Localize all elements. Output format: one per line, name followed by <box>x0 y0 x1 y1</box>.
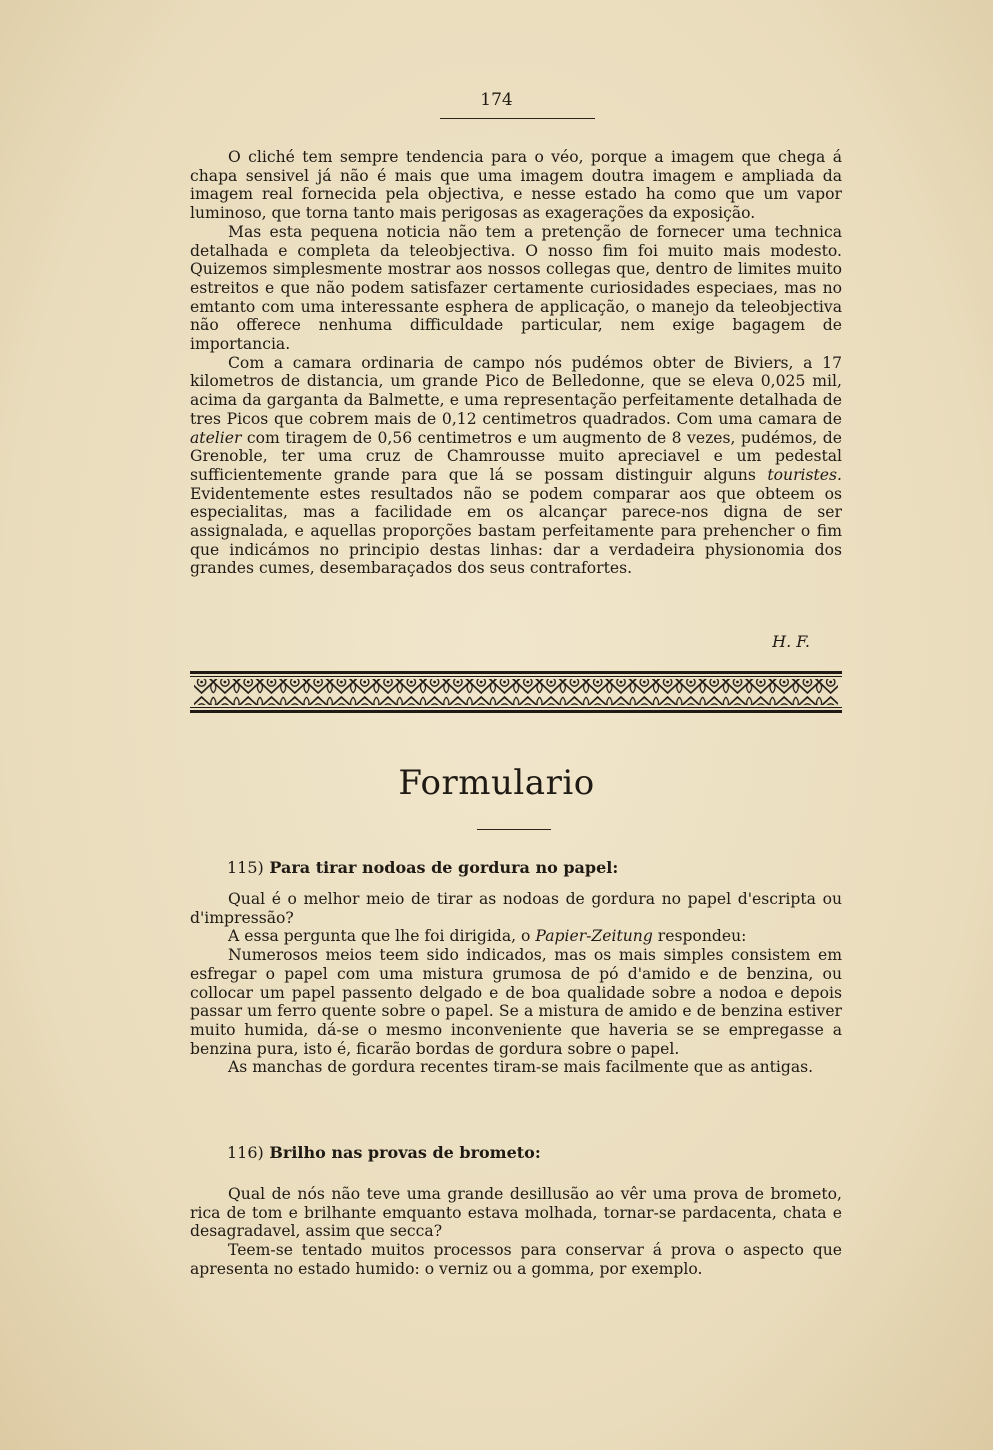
item-115-paragraph-4: As manchas de gordura recentes tiram-se mais facilmente que as antigas. <box>228 1058 814 1077</box>
item-115-paragraph-2-part-b: respondeu: <box>652 927 747 946</box>
intro-text-block <box>190 148 842 578</box>
item-115-paragraph-3: Numerosos meios teem sido indicados, mas os mais simples consistem em esfregar o papel com uma mistura grumosa de pó d'amido e de benzina, ou collocar um papel passento delgado e de boa qualidade sobre a nodoa e depois passar um ferro quente sobre o papel. Se a mistura de amido e de benzina estiver muito humida, dá-se o mesmo inconveniente que haveria se se empregasse a benzina pura, isto é, ficarão bordas de gordura sobre o papel. <box>190 946 842 1058</box>
item-115-paragraph-2 <box>190 927 842 946</box>
paragraph-3-part-c: Evidentemente estes resultados não se podem comparar aos que obteem os especialitas, mas a facilidade em os alcançar parece-nos digna de ser assignalada, e aquellas proporções bastam perfeitamente para prehencher o fim que indicámos no principio destas linhas: dar a verdadeira physionomia dos grandes cumes, desembaraçados dos seus contrafortes. <box>190 484 842 578</box>
paragraph-3-part-b: com tiragem de 0,56 centimetros e um augmento de 8 vezes, pudémos, de Grenoble, ter uma cruz de Chamrousse muito apreciavel e um pedestal sufficientemente grande para que lá se possam distinguir alguns <box>190 428 842 484</box>
paragraph-3-part-a: Com a camara ordinaria de campo nós pudémos obter de Biviers, a 17 kilometros de distancia, um grande Pico de Belledonne, que se eleva 0,025 mil, acima da garganta da Balmette, e uma representação perfeitamente detalhada de tres Picos que cobrem mais de 0,12 centimetros quadrados. Com uma camara de <box>190 353 842 428</box>
paragraph-3-italic-touristes: touristes. <box>767 465 842 484</box>
item-115-number: 115) <box>227 858 264 877</box>
paragraph-3 <box>190 354 842 578</box>
page-number: 174 <box>480 90 513 110</box>
item-116-paragraph-1: Qual de nós não teve uma grande desillusão ao vêr uma prova de brometo, rica de tom e brilhante emquanto estava molhada, tornar-se pardacenta, chata e desagradavel, assim que secca? <box>190 1185 842 1241</box>
item-115-title: Para tirar nodoas de gordura no papel: <box>269 858 619 877</box>
page-number-rule <box>440 118 595 119</box>
paragraph-2: Mas esta pequena noticia não tem a pretenção de fornecer uma technica detalhada e completa da teleobjectiva. O nosso fim foi muito mais modesto. Quizemos simplesmente mostrar aos nossos collegas que, dentro de limites muito estreitos e que não podem satisfazer certamente curiosidades especiaes, mas no emtanto com uma interessante esphera de applicação, o manejo da teleobjectiva não offerece nenhuma difficuldade particular, nem exige bagagem de importancia. <box>190 222 842 354</box>
section-title-rule <box>477 829 551 830</box>
item-116-title: Brilho nas provas de brometo: <box>269 1143 541 1162</box>
item-116-paragraph-2: Teem-se tentado muitos processos para conservar á prova o aspecto que apresenta no estado humido: o verniz ou a gomma, por exemplo. <box>190 1241 842 1278</box>
item-115-paragraph-2-part-a: A essa pergunta que lhe foi dirigida, o <box>228 927 536 946</box>
item-115-paragraph-1: Qual é o melhor meio de tirar as nodoas de gordura no papel d'escripta ou d'impressão? <box>190 890 842 927</box>
item-116-text-block <box>190 1185 842 1279</box>
ornamental-divider <box>190 669 842 717</box>
paragraph-1: O cliché tem sempre tendencia para o véo, porque a imagem que chega á chapa sensivel já não é mais que uma imagem doutra imagem e ampliada da imagem real fornecida pela objectiva, e nesse estado ha como que um vapor luminoso, que torna tanto mais perigosas as exagerações da exposição. <box>190 148 842 223</box>
paragraph-3-italic-atelier: atelier <box>190 428 242 447</box>
item-115-text-block <box>190 890 842 1077</box>
section-title: Formulario <box>398 763 595 803</box>
item-115-italic-papier-zeitung: Papier-Zeitung <box>535 927 653 946</box>
item-116-number: 116) <box>227 1143 264 1162</box>
item-116-heading <box>227 1143 541 1162</box>
item-115-heading <box>227 858 618 877</box>
author-signature: H. F. <box>772 632 810 651</box>
